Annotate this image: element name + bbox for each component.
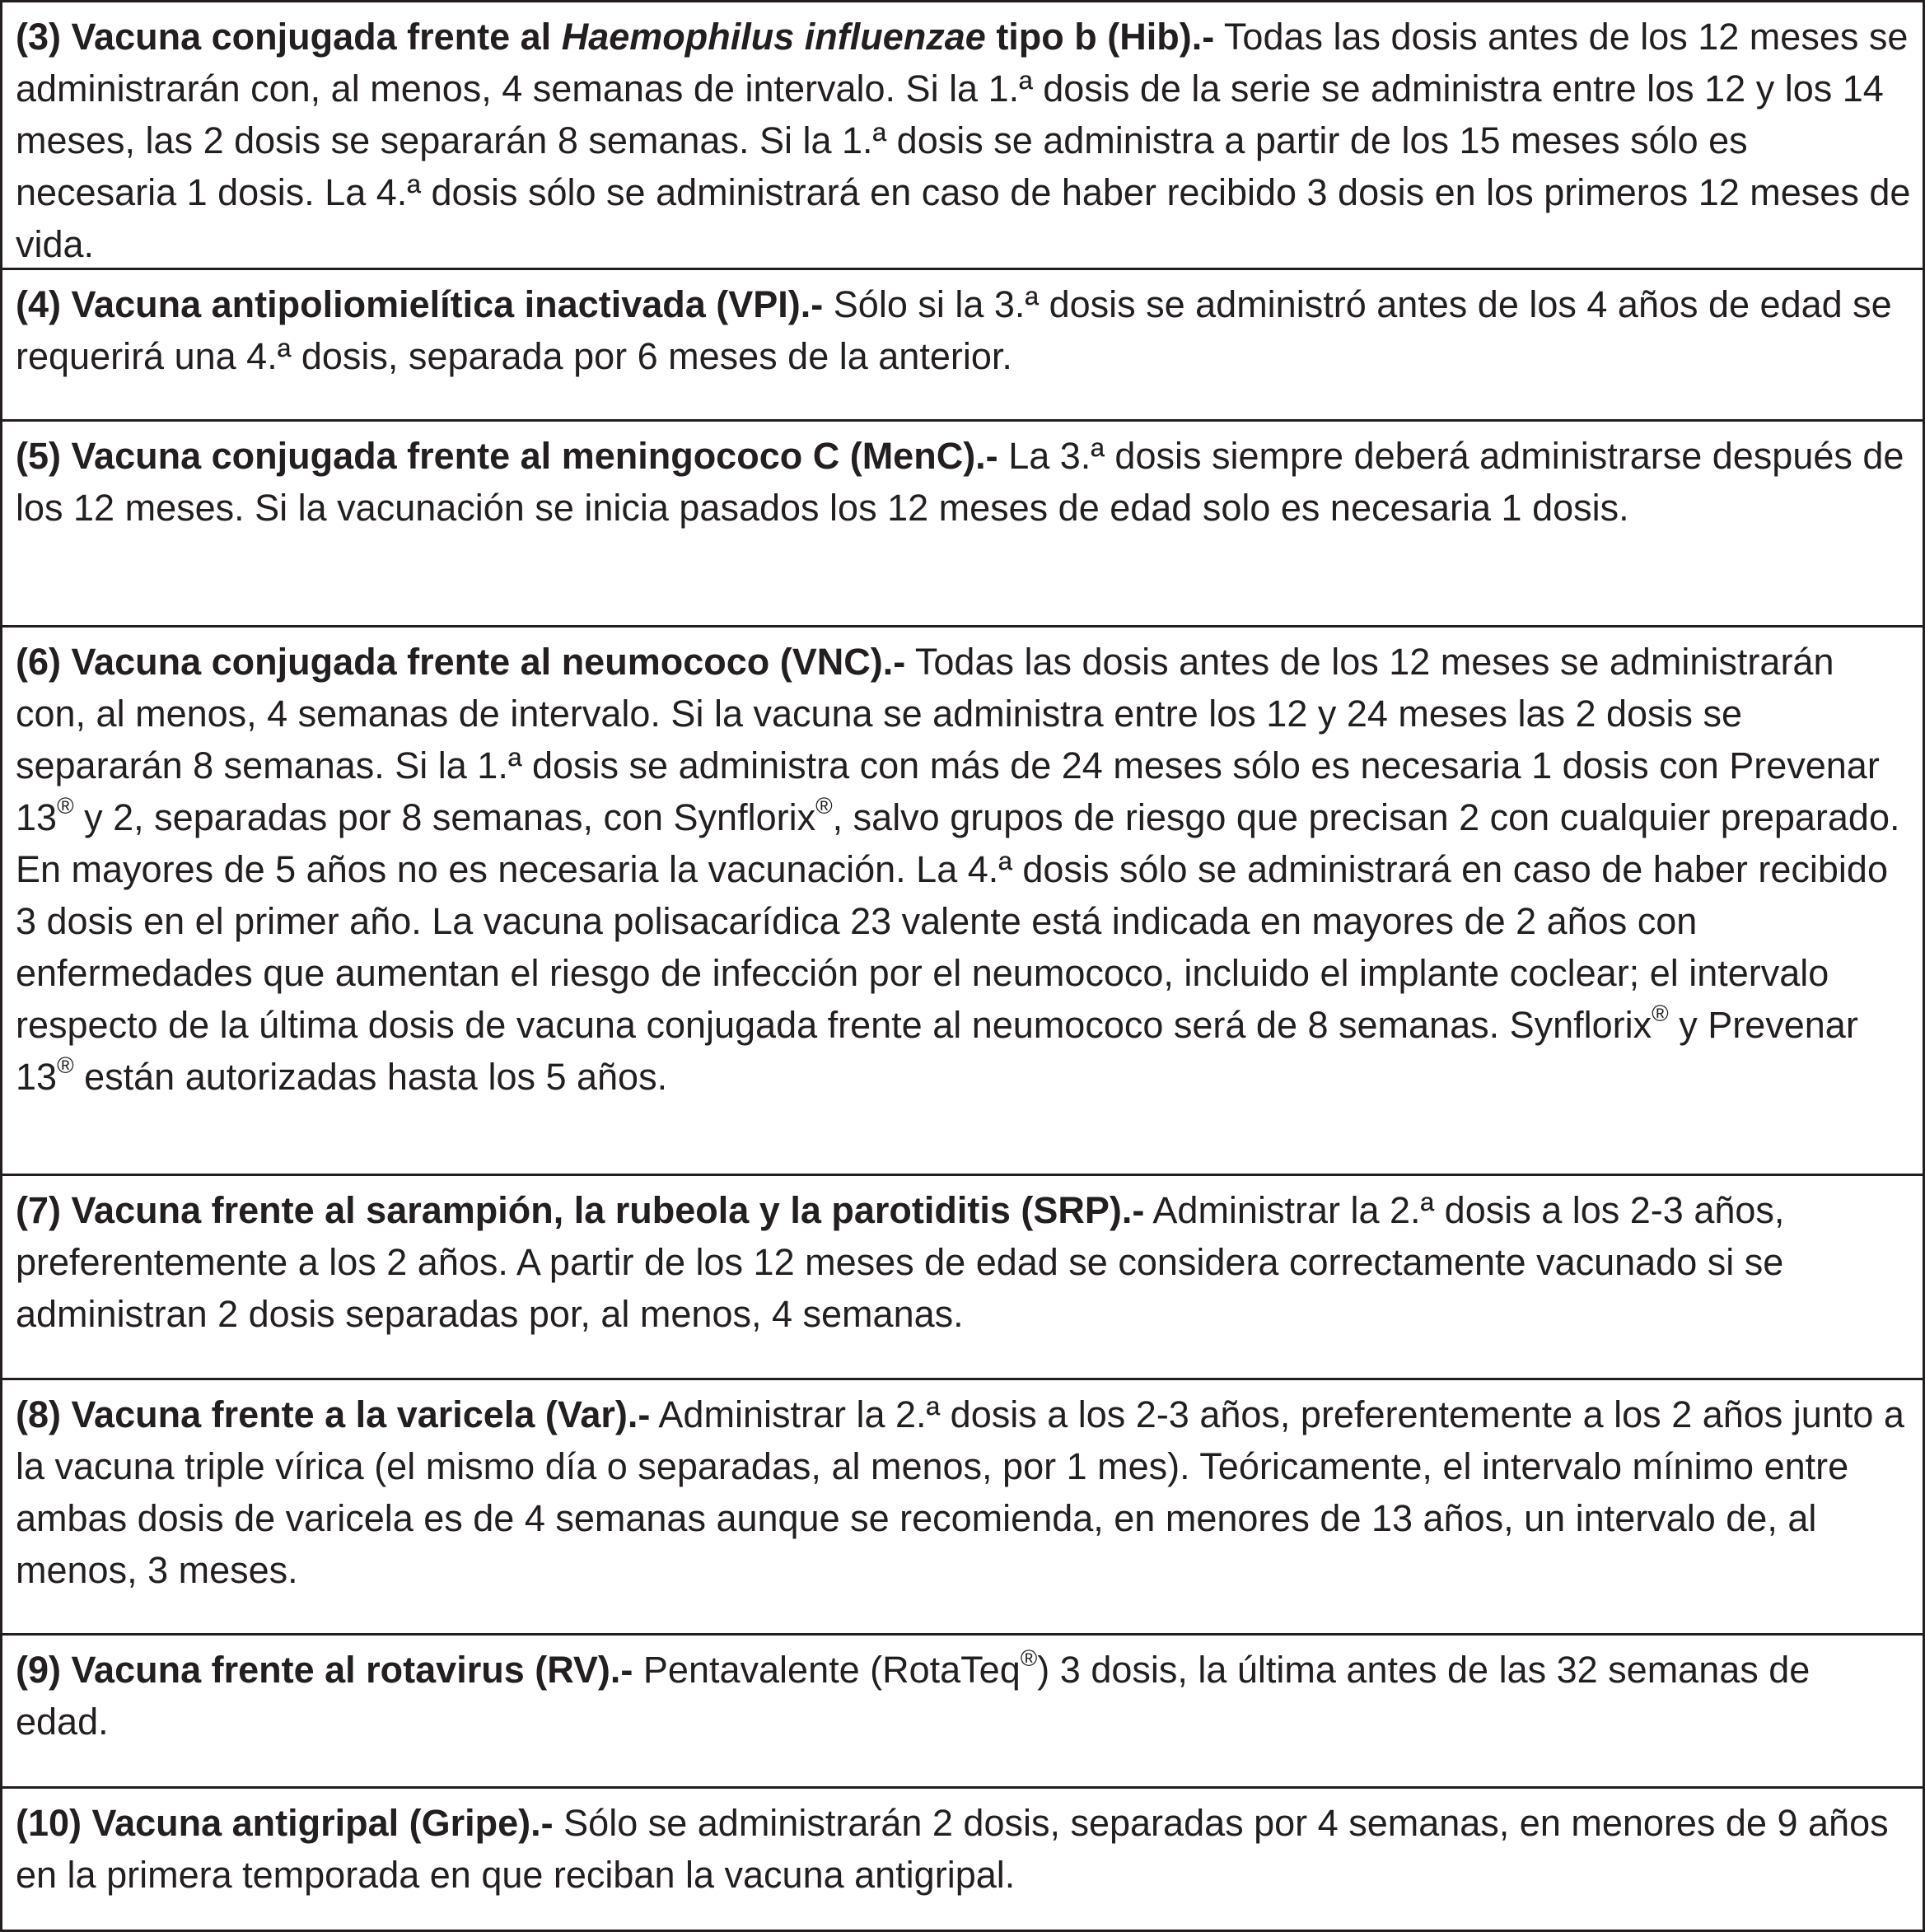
note-9-paragraph: [16, 1644, 1911, 1748]
note-5-title: (5) Vacuna conjugada frente al meningococo C (MenC).-: [16, 435, 998, 477]
note-8-title: (8) Vacuna frente a la varicela (Var).-: [16, 1393, 651, 1435]
note-5-paragraph: [16, 430, 1911, 534]
note-7-text: Administrar la 2.ª dosis a los 2-3 años, preferentemente a los 2 años. A partir de los 12 meses de edad se considera correctamente vacunado si se administran 2 dosis separadas por, al menos, 4 semanas.: [16, 1189, 1785, 1335]
registered-mark: ®: [1020, 1645, 1038, 1671]
registered-mark: ®: [815, 792, 833, 819]
note-9-cell: [2, 1636, 1923, 1789]
note-6-cell: [2, 628, 1923, 1176]
note-9-title: (9) Vacuna frente al rotavirus (RV).-: [16, 1649, 633, 1691]
note-8-text: Administrar la 2.ª dosis a los 2-3 años, preferentemente a los 2 años junto a la vacuna triple vírica (el mismo día o separadas, al menos, por 1 mes). Teóricamente, el intervalo mínimo entre ambas dosis de varicela es de 4 semanas aunque se recomienda, en menores de 13 años, un intervalo de, al menos, 3 meses.: [16, 1393, 1904, 1591]
note-5-cell: [2, 422, 1923, 628]
note-6-text: Todas las dosis antes de los 12 meses se administrarán con, al menos, 4 semanas de intervalo. Si la vacuna se administra entre los 12 y 24 meses las 2 dosis se separarán 8 semanas. Si la 1.ª dosis se administra con más de 24 meses sólo es necesaria 1 dosis con Prevenar 13® y 2, separadas por 8 semanas, con Synflorix®, salvo grupos de riesgo que precisan 2 con cualquier preparado. En mayores de 5 años no es necesaria la vacunación. La 4.ª dosis sólo se administrará en caso de haber recibido 3 dosis en el primer año. La vacuna polisacarídica 23 valente está indicada en mayores de 2 años con enfermedades que aumentan el riesgo de infección por el neumococo, incluido el implante coclear; el intervalo respecto de la última dosis de vacuna conjugada frente al neumococo será de 8 semanas. Synflorix® y Prevenar 13® están autorizadas hasta los 5 años.: [16, 641, 1900, 1098]
note-6-paragraph: [16, 636, 1911, 1103]
note-10-paragraph: [16, 1797, 1911, 1901]
note-8-cell: [2, 1380, 1923, 1636]
note-7-paragraph: [16, 1184, 1911, 1340]
note-4-cell: [2, 270, 1923, 422]
note-9-text: Pentavalente (RotaTeq®) 3 dosis, la última antes de las 32 semanas de edad.: [16, 1645, 1811, 1743]
note-8-paragraph: [16, 1388, 1911, 1596]
note-6-title: (6) Vacuna conjugada frente al neumococo (VNC).-: [16, 641, 906, 683]
registered-mark: ®: [57, 792, 74, 819]
note-4-title: (4) Vacuna antipoliomielítica inactivada (VPI).-: [16, 283, 824, 325]
note-7-cell: [2, 1176, 1923, 1380]
registered-mark: ®: [1652, 1000, 1669, 1026]
note-5-text: La 3.ª dosis siempre deberá administrarse después de los 12 meses. Si la vacunación se inicia pasados los 12 meses de edad solo es necesaria 1 dosis.: [16, 435, 1904, 529]
note-10-cell: [2, 1789, 1923, 1930]
note-10-title: (10) Vacuna antigripal (Gripe).-: [16, 1802, 554, 1844]
registered-mark: ®: [57, 1052, 74, 1078]
note-3-title: (3) Vacuna conjugada frente al Haemophilus influenzae tipo b (Hib).-: [16, 16, 1215, 58]
note-7-title: (7) Vacuna frente al sarampión, la rubeola y la parotiditis (SRP).-: [16, 1189, 1145, 1231]
note-3-paragraph: [16, 11, 1911, 270]
note-4-paragraph: [16, 278, 1911, 382]
note-10-text: Sólo se administrarán 2 dosis, separadas por 4 semanas, en menores de 9 años en la primera temporada en que reciban la vacuna antigripal.: [16, 1802, 1889, 1896]
note-3-cell: [2, 2, 1923, 270]
note-4-text: Sólo si la 3.ª dosis se administró antes de los 4 años de edad se requerirá una 4.ª dosis, separada por 6 meses de la anterior.: [16, 283, 1892, 377]
note-3-text: Todas las dosis antes de los 12 meses se administrarán con, al menos, 4 semanas de intervalo. Si la 1.ª dosis de la serie se administra entre los 12 y los 14 meses, las 2 dosis se separarán 8 semanas. Si la 1.ª dosis se administra a partir de los 15 meses sólo es necesaria 1 dosis. La 4.ª dosis sólo se administrará en caso de haber recibido 3 dosis en los primeros 12 meses de vida.: [16, 16, 1911, 265]
